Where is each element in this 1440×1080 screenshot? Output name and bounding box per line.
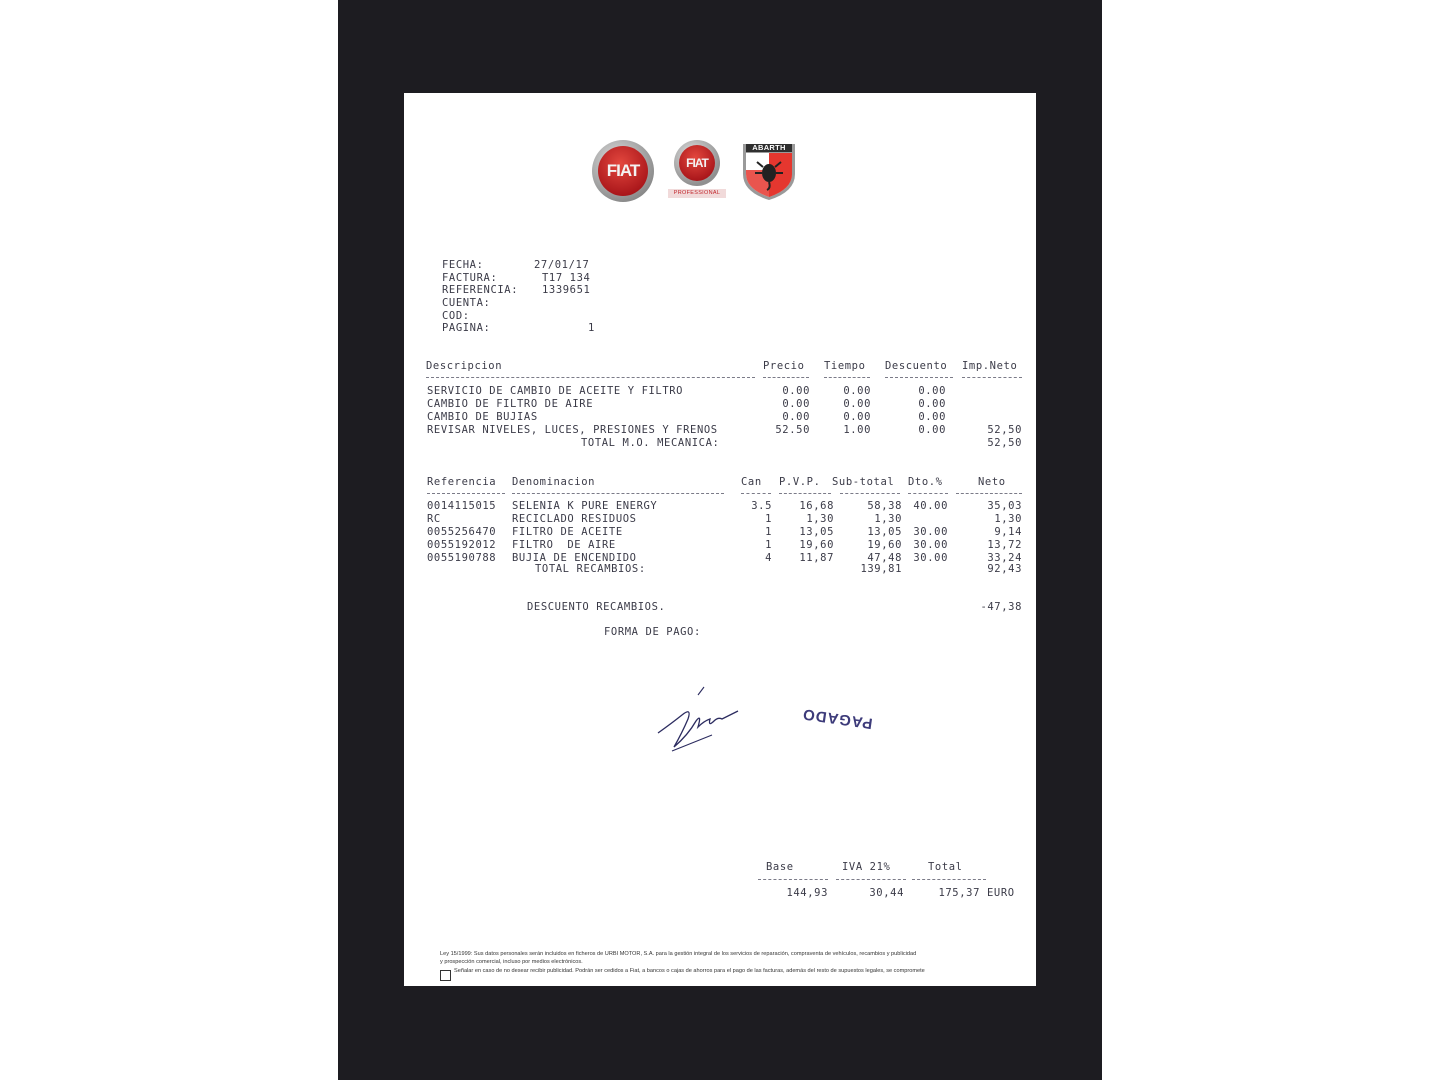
legal-text-line3: Señalar en caso de no desear recibir publicidad. Podrán ser cedidos a Fiat, a bancos o cajas de ahorros para el pago de las facturas, además del resto de supuestos legales, se compromete [454, 968, 925, 974]
totals-header-total: Total [928, 861, 963, 873]
labor-rule-precio [763, 377, 809, 378]
table-row [404, 513, 1036, 526]
labor-tiempo: 0.00 [843, 398, 871, 410]
labor-descuento: 0.00 [918, 398, 946, 410]
part-denominacion: SELENIA K PURE ENERGY [512, 500, 658, 512]
parts-total-subtotal: 139,81 [860, 563, 902, 575]
labor-tiempo: 1.00 [843, 424, 871, 436]
part-pvp: 16,68 [799, 500, 834, 512]
labor-header-descripcion: Descripcion [426, 360, 503, 372]
totals-value-total: 175,37 [938, 887, 980, 899]
labor-rule-tiempo [824, 377, 870, 378]
publicity-optout-checkbox[interactable] [440, 970, 451, 981]
part-can: 3.5 [751, 500, 772, 512]
labor-desc: CAMBIO DE FILTRO DE AIRE [427, 398, 594, 410]
part-denominacion: FILTRO DE AIRE [512, 539, 616, 551]
labor-rule-imp-neto [962, 377, 1022, 378]
labor-total-label: TOTAL M.O. MECANICA: [581, 437, 720, 449]
labor-descuento: 0.00 [918, 385, 946, 397]
labor-descuento: 0.00 [918, 411, 946, 423]
part-pvp: 13,05 [799, 526, 834, 538]
table-row [404, 411, 1036, 424]
table-row [404, 552, 1036, 565]
part-can: 1 [765, 526, 772, 538]
labor-rule-descripcion [426, 377, 755, 378]
labor-header-precio: Precio [763, 360, 805, 372]
part-subtotal: 13,05 [867, 526, 902, 538]
abarth-logo-text: ABARTH [752, 143, 786, 152]
parts-total-label: TOTAL RECAMBIOS: [535, 563, 646, 575]
parts-header-pvp: P.V.P. [779, 476, 821, 488]
labor-neto: 52,50 [987, 424, 1022, 436]
labor-desc: CAMBIO DE BUJIAS [427, 411, 538, 423]
fecha-label: FECHA: [442, 259, 484, 271]
part-dto: 30.00 [913, 526, 948, 538]
labor-total-value: 52,50 [987, 437, 1022, 449]
parts-rule-neto [956, 493, 1022, 494]
labor-precio: 52.50 [775, 424, 810, 436]
parts-rule-referencia [427, 493, 505, 494]
labor-descuento: 0.00 [918, 424, 946, 436]
pagina-label: PAGINA: [442, 322, 491, 334]
referencia-label: REFERENCIA: [442, 284, 519, 296]
invoice-page [404, 93, 1036, 986]
part-dto: 40.00 [913, 500, 948, 512]
parts-header-neto: Neto [978, 476, 1006, 488]
part-denominacion: BUJIA DE ENCENDIDO [512, 552, 637, 564]
fiat-logo [592, 140, 654, 202]
factura-value: T17 134 [542, 272, 591, 284]
part-referencia: 0055192012 [427, 539, 497, 551]
parts-rule-can [741, 493, 771, 494]
totals-rule-total [912, 879, 986, 880]
totals-currency: EURO [987, 887, 1015, 899]
parts-rule-pvp [779, 493, 831, 494]
parts-header-referencia: Referencia [427, 476, 497, 488]
table-row [404, 398, 1036, 411]
cod-label: COD: [442, 310, 470, 322]
part-dto: 30.00 [913, 552, 948, 564]
legal-text-line1: Ley 15/1999: Sus datos personales serán incluidos en ficheros de URBI MOTOR, S.A. para la gestión integral de los servicios de reparación, compraventa de vehículos, recambios y publicidad [440, 951, 917, 957]
labor-desc: REVISAR NIVELES, LUCES, PRESIONES Y FRENOS [427, 424, 718, 436]
part-denominacion: RECICLADO RESIDUOS [512, 513, 637, 525]
labor-precio: 0.00 [782, 411, 810, 423]
descuento-recambios-value: -47,38 [980, 601, 1022, 613]
totals-header-iva: IVA 21% [842, 861, 891, 873]
part-referencia: 0014115015 [427, 500, 497, 512]
part-neto: 9,14 [994, 526, 1022, 538]
professional-label: PROFESSIONAL [668, 189, 726, 198]
descuento-recambios-label: DESCUENTO RECAMBIOS. [527, 601, 666, 613]
labor-tiempo: 0.00 [843, 385, 871, 397]
table-row [404, 539, 1036, 552]
pagina-value: 1 [588, 322, 595, 334]
labor-header-imp-neto: Imp.Neto [962, 360, 1018, 372]
parts-rule-dto [908, 493, 948, 494]
parts-header-subtotal: Sub-total [832, 476, 895, 488]
part-referencia: RC [427, 513, 441, 525]
legal-text-line2: y prospección comercial, incluso por medios electrónicos. [440, 959, 583, 965]
part-subtotal: 47,48 [867, 552, 902, 564]
parts-header-denominacion: Denominacion [512, 476, 596, 488]
table-row [404, 385, 1036, 398]
table-row [404, 424, 1036, 437]
fecha-value: 27/01/17 [534, 259, 590, 271]
part-denominacion: FILTRO DE ACEITE [512, 526, 623, 538]
totals-header-base: Base [766, 861, 794, 873]
part-subtotal: 1,30 [874, 513, 902, 525]
part-neto: 13,72 [987, 539, 1022, 551]
parts-rule-denominacion [512, 493, 724, 494]
table-row [404, 500, 1036, 513]
labor-desc: SERVICIO DE CAMBIO DE ACEITE Y FILTRO [427, 385, 684, 397]
fiat-professional-logo [674, 140, 720, 186]
part-subtotal: 19,60 [867, 539, 902, 551]
totals-value-iva: 30,44 [869, 887, 904, 899]
part-referencia: 0055256470 [427, 526, 497, 538]
pagado-stamp: PAGADO [801, 705, 874, 732]
part-neto: 33,24 [987, 552, 1022, 564]
factura-label: FACTURA: [442, 272, 498, 284]
part-pvp: 19,60 [799, 539, 834, 551]
cuenta-label: CUENTA: [442, 297, 491, 309]
part-can: 4 [765, 552, 772, 564]
labor-header-descuento: Descuento [885, 360, 948, 372]
part-can: 1 [765, 513, 772, 525]
parts-header-can: Can [741, 476, 762, 488]
totals-value-base: 144,93 [786, 887, 828, 899]
part-referencia: 0055190788 [427, 552, 497, 564]
totals-rule-iva [836, 879, 906, 880]
part-pvp: 11,87 [799, 552, 834, 564]
signature [652, 685, 744, 757]
parts-header-dto: Dto.% [908, 476, 943, 488]
labor-tiempo: 0.00 [843, 411, 871, 423]
totals-rule-base [758, 879, 828, 880]
part-neto: 35,03 [987, 500, 1022, 512]
parts-total-neto: 92,43 [987, 563, 1022, 575]
part-can: 1 [765, 539, 772, 551]
parts-rule-subtotal [840, 493, 900, 494]
table-row [404, 526, 1036, 539]
part-neto: 1,30 [994, 513, 1022, 525]
fiat-professional-logo-text: FIAT [679, 145, 715, 181]
labor-header-tiempo: Tiempo [824, 360, 866, 372]
labor-precio: 0.00 [782, 385, 810, 397]
labor-precio: 0.00 [782, 398, 810, 410]
referencia-value: 1339651 [542, 284, 591, 296]
part-subtotal: 58,38 [867, 500, 902, 512]
forma-pago-label: FORMA DE PAGO: [604, 626, 701, 638]
part-dto: 30.00 [913, 539, 948, 551]
fiat-logo-text: FIAT [598, 146, 648, 196]
part-pvp: 1,30 [806, 513, 834, 525]
labor-rule-descuento [885, 377, 953, 378]
